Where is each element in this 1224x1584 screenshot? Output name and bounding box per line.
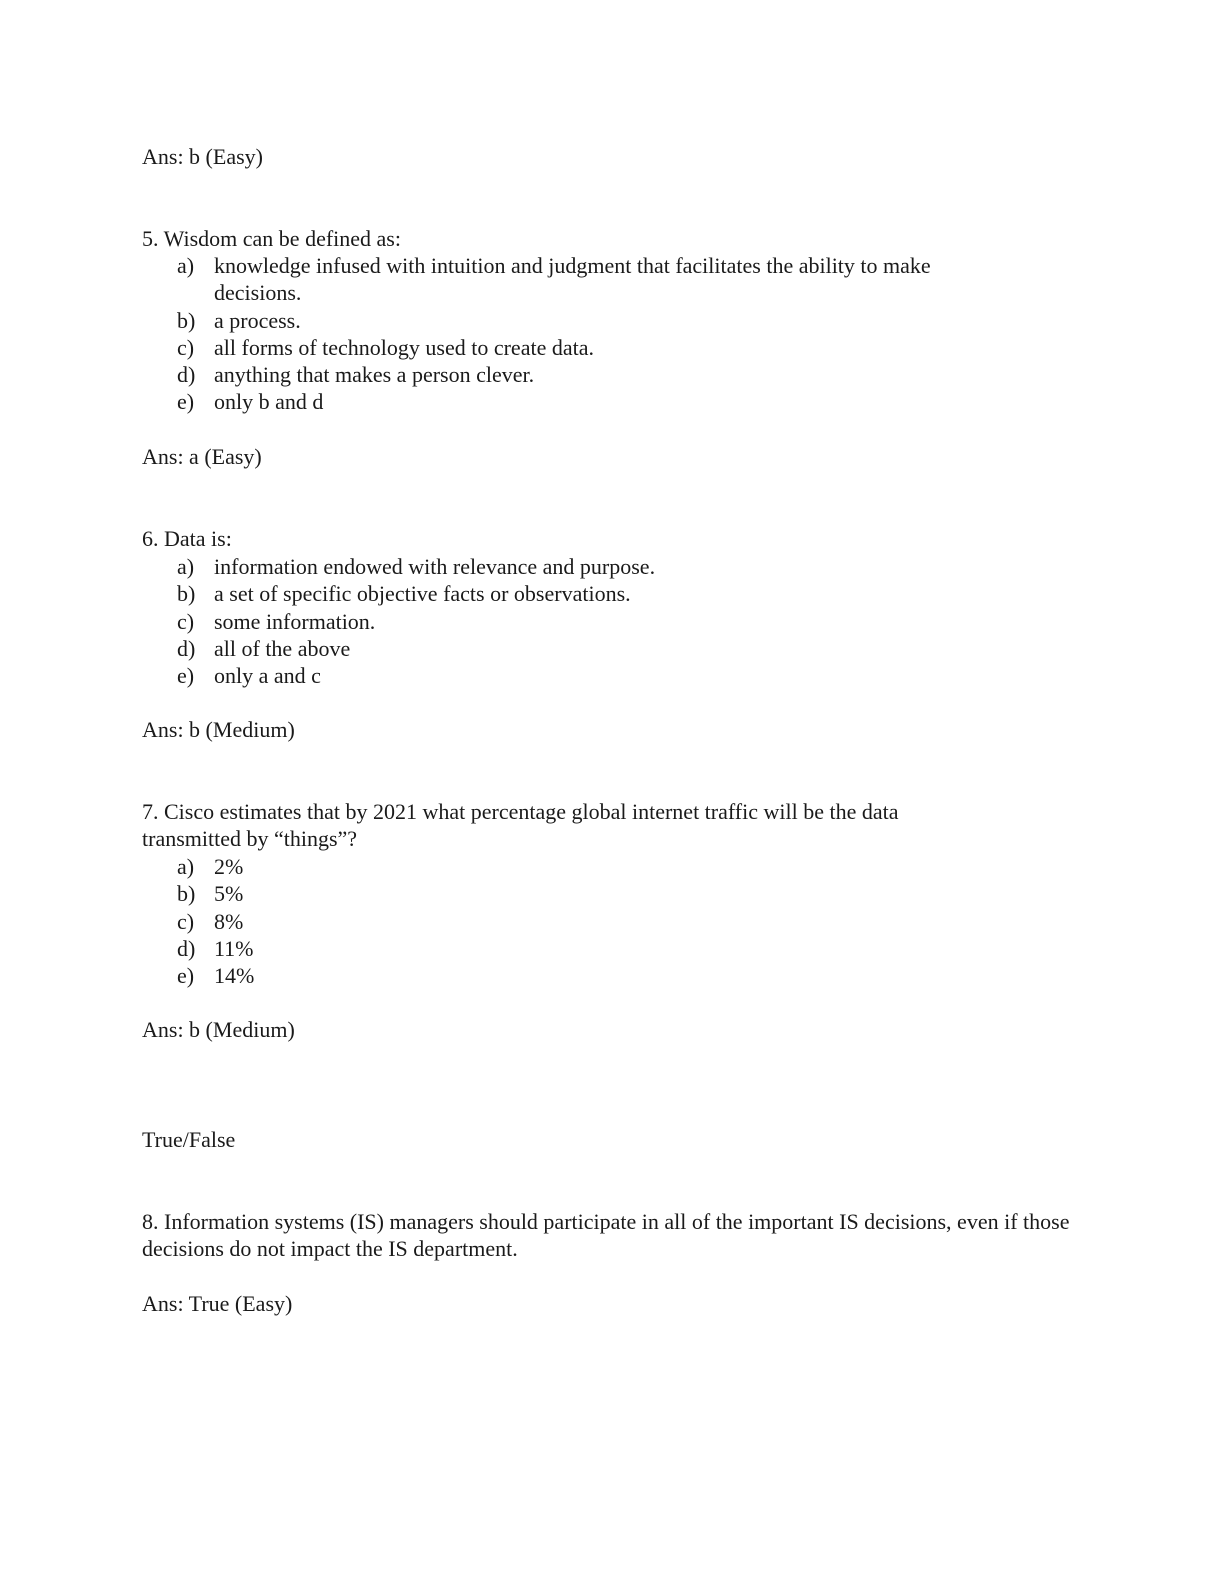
option-d [177,361,994,388]
option-letter: d) [177,362,196,388]
option-text: 2% [214,854,244,879]
option-e [177,388,994,415]
option-text: a set of specific objective facts or observations. [214,581,631,607]
option-text: some information. [214,608,376,634]
option-text: knowledge infused with intuition and judgment that facilitates the ability to make decisions. [214,253,931,306]
option-letter: e) [177,663,195,689]
option-letter: d) [177,635,196,661]
option-d [177,935,994,962]
answer-q5: Ans: a (Easy) [142,444,262,469]
option-text: all of the above [214,635,351,661]
option-text: information endowed with relevance and purpose. [214,554,656,579]
option-letter: b) [177,581,196,607]
option-c [177,334,994,361]
question-7-stem: 7. Cisco estimates that by 2021 what percentage global internet traffic will be the data transmitted by “things”? [142,799,899,851]
answer-q6: Ans: b (Medium) [142,717,295,742]
option-c [177,608,994,635]
option-e [177,662,994,689]
option-letter: c) [177,908,195,934]
option-text: only a and c [214,663,321,689]
answer-q4: Ans: b (Easy) [142,144,263,169]
option-a [177,853,994,880]
answer-q7: Ans: b (Medium) [142,1017,295,1042]
option-b [177,307,994,334]
option-letter: e) [177,963,195,989]
option-letter: a) [177,554,195,579]
option-letter: c) [177,608,195,634]
answer-q8: Ans: True (Easy) [142,1291,293,1316]
option-text: all forms of technology used to create data. [214,334,594,360]
option-letter: b) [177,307,196,333]
question-6-options [177,553,994,689]
option-text: 5% [214,881,244,907]
option-letter: b) [177,881,196,907]
option-text: anything that makes a person clever. [214,362,535,388]
option-text: 14% [214,963,255,989]
option-a [177,553,994,580]
option-b [177,880,994,907]
option-letter: d) [177,935,196,961]
option-a [177,252,994,307]
question-5-options [177,252,994,416]
question-8-stem: 8. Information systems (IS) managers should participate in all of the important IS decisions, even if those decisions do not impact the IS department. [142,1209,1070,1261]
option-letter: e) [177,389,195,415]
option-text: 11% [214,935,254,961]
section-heading-true-false: True/False [142,1127,236,1152]
option-d [177,635,994,662]
option-b [177,580,994,607]
question-6-stem: 6. Data is: [142,526,232,551]
option-text: 8% [214,908,244,934]
option-letter: a) [177,253,195,278]
option-e [177,962,994,989]
question-7-options [177,853,994,989]
option-letter: a) [177,854,195,879]
option-text: a process. [214,307,301,333]
option-letter: c) [177,334,195,360]
option-c [177,908,994,935]
option-text: only b and d [214,389,324,415]
question-5-stem: 5. Wisdom can be defined as: [142,226,401,251]
